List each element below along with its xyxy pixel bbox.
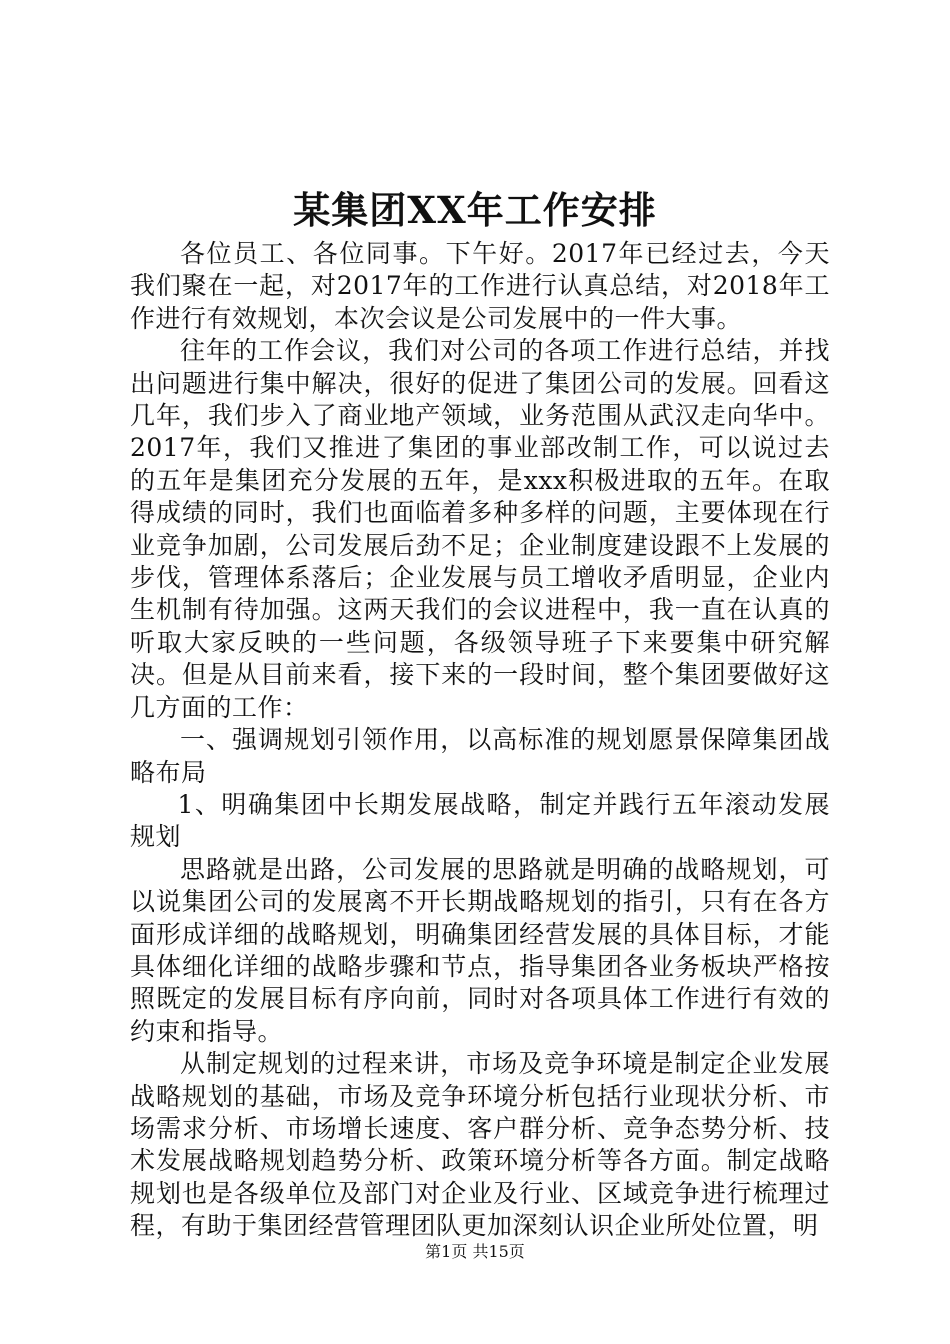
page-title: 某集团XX年工作安排	[293, 188, 657, 232]
page-number-footer: 第1页 共15页	[425, 1242, 525, 1261]
section-heading-1: 一、强调规划引领作用，以高标准的规划愿景保障集团战略布局	[130, 725, 830, 787]
paragraph-greeting: 各位员工、各位同事。下午好。2017年已经过去，今天我们聚在一起，对2017年的工作进行认真总结，对2018年工作进行有效规划，本次会议是公司发展中的一件大事。	[130, 239, 830, 333]
paragraph-strategy: 思路就是出路，公司发展的思路就是明确的战略规划，可以说集团公司的发展离不开长期战略规划的指引，只有在各方面形成详细的战略规划，明确集团经营发展的具体目标，才能具体细化详细的战略步骤和节点，指导集团各业务板块严格按照既定的发展目标有序向前，同时对各项具体工作进行有效的约束和指导。	[130, 854, 830, 1046]
paragraph-review: 往年的工作会议，我们对公司的各项工作进行总结，并找出问题进行集中解决，很好的促进了集团公司的发展。回看这几年，我们步入了商业地产领域，业务范围从武汉走向华中。2017年，我们又推进了集团的事业部改制工作，可以说过去的五年是集团充分发展的五年，是xxx积极进取的五年。在取得成绩的同时，我们也面临着多种多样的问题，主要体现在行业竞争加剧，公司发展后劲不足；企业制度建设跟不上发展的步伐，管理体系落后；企业发展与员工增收矛盾明显，企业内生机制有待加强。这两天我们的会议进程中，我一直在认真的听取大家反映的一些问题，各级领导班子下来要集中研究解决。但是从目前来看，接下来的一段时间，整个集团要做好这几方面的工作：	[130, 336, 830, 722]
document-body	[130, 238, 830, 1243]
subsection-heading-1-1: 1、明确集团中长期发展战略，制定并践行五年滚动发展规划	[130, 789, 830, 852]
paragraph-planning-process: 从制定规划的过程来讲，市场及竞争环境是制定企业发展战略规划的基础，市场及竞争环境分析包括行业现状分析、市场需求分析、市场增长速度、客户群分析、竞争态势分析、技术发展战略规划趋势分析、政策环境分析等各方面。制定战略规划也是各级单位及部门对企业及行业、区域竞争进行梳理过程，有助于集团经营管理团队更加深刻认识企业所处位置，明	[130, 1049, 830, 1241]
